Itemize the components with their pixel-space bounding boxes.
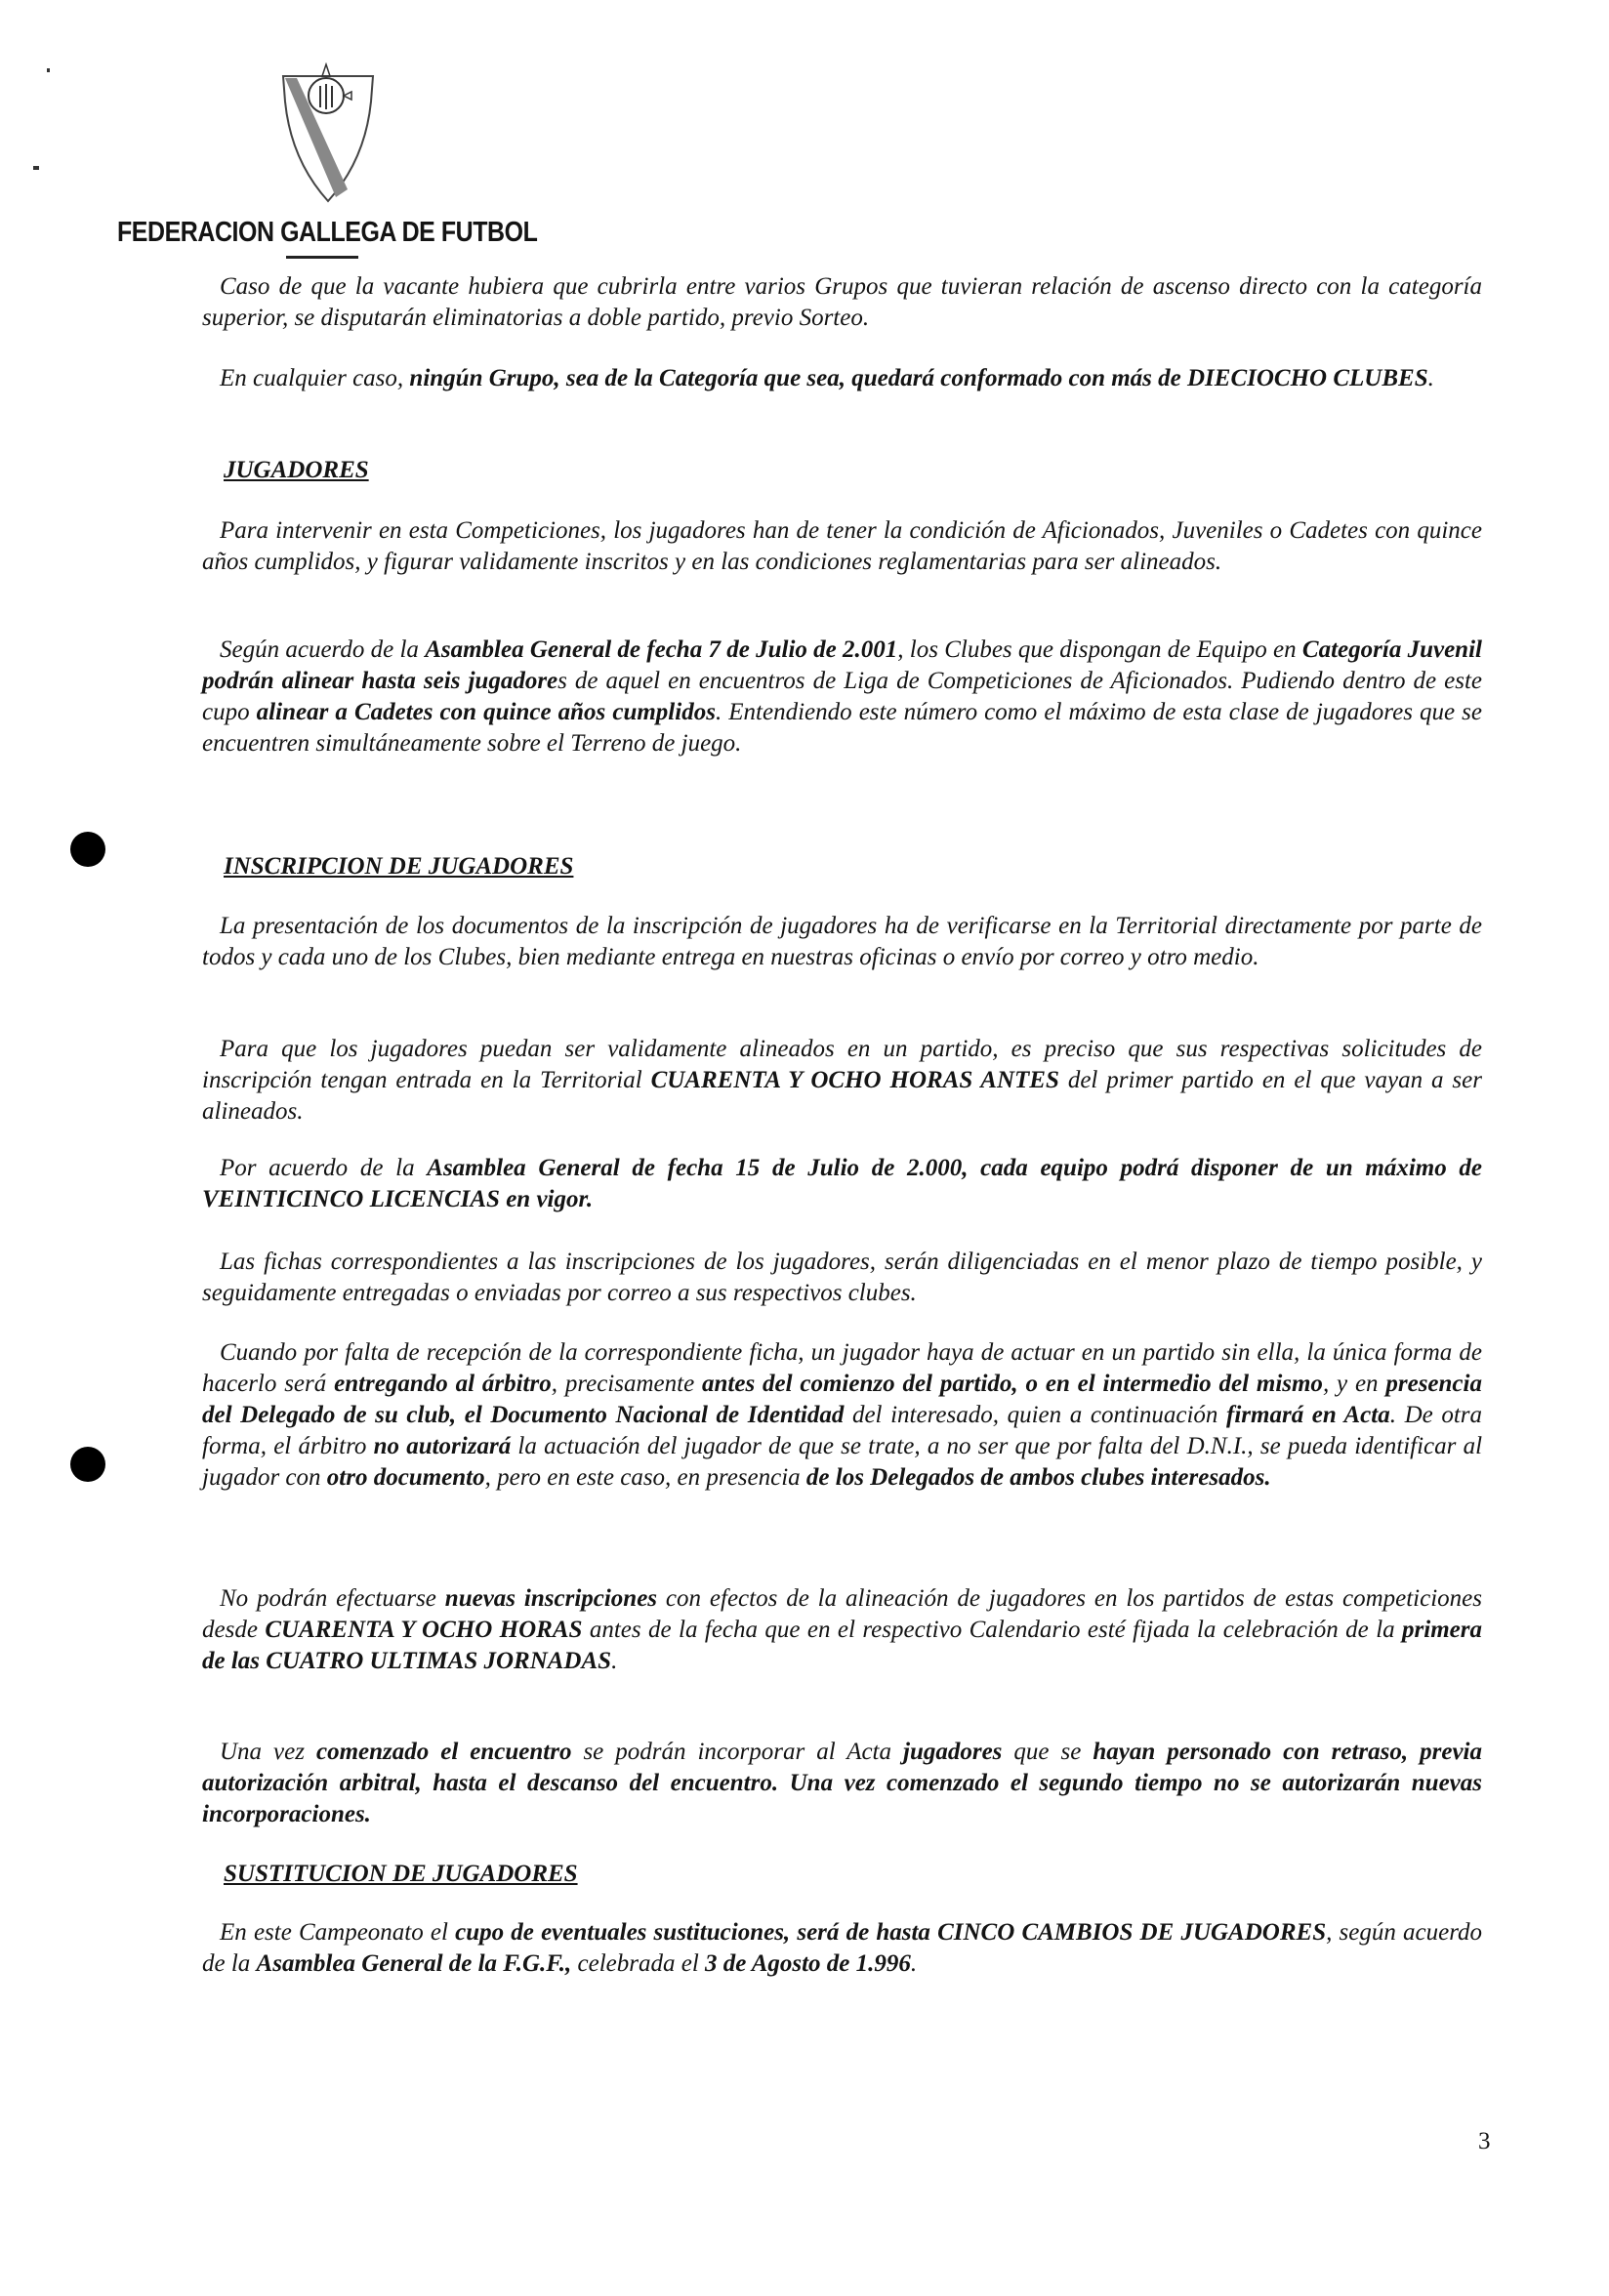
bold-text: CUARENTA Y OCHO HORAS	[265, 1617, 583, 1643]
text: se podrán incorporar al Acta	[571, 1739, 903, 1765]
text: Caso de que la vacante hubiera que cubrirla entre varios Grupos que tuvieran relación de ascenso directo con la categoría superior, se disputarán eliminatorias a doble partido, previo Sorteo.	[202, 273, 1482, 331]
text: , pero en este caso, en presencia	[484, 1464, 806, 1491]
paragraph	[202, 1737, 1482, 1830]
text: . De otra forma, el árbitro	[202, 1402, 1483, 1459]
page-number: 3	[1478, 2128, 1491, 2154]
text: Para que los jugadores puedan ser validamente alineados en un partido, es preciso que sus respectivas solicitudes de inscripción tengan entrada en la Territorial	[202, 1036, 1482, 1093]
scan-speck	[47, 68, 50, 72]
text: Por acuerdo de la	[220, 1155, 428, 1181]
paragraph	[202, 1583, 1482, 1677]
paragraph	[202, 1917, 1482, 1980]
bold-text: de los Delegados de ambos clubes interesados.	[805, 1464, 1271, 1491]
text: celebrada el	[571, 1950, 706, 1977]
punch-hole	[70, 1447, 105, 1482]
paragraph-block	[202, 911, 1482, 973]
bold-text: Asamblea General de fecha 15 de Julio de 2.000, cada equipo podrá disponer de un máximo de VEINTICINCO LICENCIAS en vigor.	[202, 1155, 1482, 1212]
header-underline	[286, 256, 358, 259]
paragraph	[202, 911, 1482, 973]
text: .	[1427, 365, 1434, 391]
bold-text: firmará en Acta	[1226, 1402, 1390, 1428]
text: la actuación del jugador de que se trate, a no ser que por falta del D.N.I., se pueda identificar al jugador con	[202, 1433, 1483, 1491]
text: antes de la fecha que en el respectivo Calendario esté fijada la celebración de la	[582, 1617, 1403, 1643]
bold-text: nuevas inscripciones	[444, 1585, 658, 1612]
text: .	[910, 1950, 918, 1977]
bold-text: presencia del Delegado de su club, el Documento Nacional de Identidad	[202, 1371, 1482, 1428]
text: En este Campeonato el	[220, 1919, 456, 1946]
text: , y en	[1322, 1371, 1386, 1397]
section-heading: JUGADORES	[224, 457, 369, 483]
section-heading: INSCRIPCION DE JUGADORES	[224, 853, 574, 880]
paragraph	[202, 363, 1482, 394]
paragraph-block	[202, 1337, 1482, 1494]
text: que se	[1002, 1739, 1093, 1765]
bold-text: entregando al árbitro	[334, 1371, 552, 1397]
bold-text: alinear a Cadetes con quince años cumplidos	[256, 699, 716, 725]
bold-text: comenzado el encuentro	[315, 1739, 572, 1765]
paragraph-block	[202, 1917, 1482, 1980]
bold-text: CUARENTA Y OCHO HORAS ANTES	[650, 1067, 1059, 1093]
text: Para intervenir en esta Competiciones, los jugadores han de tener la condición de Aficionados, Juveniles o Cadetes con quince años cumplidos, y figurar validamente inscritos y en las condiciones reglamentarias para ser alineados.	[202, 517, 1482, 575]
section-heading: SUSTITUCION DE JUGADORES	[224, 1861, 578, 1887]
text: La presentación de los documentos de la inscripción de jugadores ha de verificarse en la Territorial directamente por parte de todos y cada uno de los Clubes, bien mediante entrega en nuestras oficinas o envío por correo y otro medio.	[202, 913, 1482, 970]
paragraph	[202, 1247, 1482, 1309]
paragraph-block	[202, 271, 1482, 334]
bold-text: primera de las CUATRO ULTIMAS JORNADAS	[202, 1617, 1482, 1674]
text: , los Clubes que dispongan de Equipo en	[897, 636, 1302, 663]
text: del interesado, quien a continuación	[844, 1402, 1227, 1428]
paragraph-block	[202, 1034, 1482, 1128]
bold-text: no autorizará	[373, 1433, 512, 1459]
paragraph	[202, 515, 1482, 578]
text: Cuando por falta de recepción de la correspondiente ficha, un jugador haya de actuar en un partido sin ella, la única forma de hacerlo será	[202, 1339, 1482, 1397]
paragraph-block	[202, 1247, 1482, 1309]
text: , precisamente	[551, 1371, 703, 1397]
text: con efectos de la alineación de jugadores en los partidos de estas competiciones desde	[202, 1585, 1482, 1643]
paragraph	[202, 635, 1482, 759]
paragraph	[202, 1034, 1482, 1128]
paragraph	[202, 1337, 1482, 1494]
bold-text: jugadores	[903, 1739, 1003, 1765]
text: .	[611, 1648, 618, 1674]
text: En cualquier caso,	[220, 365, 410, 391]
bold-text: 3 de Agosto de 1.996	[705, 1950, 911, 1977]
text: . Entendiendo este número como el máximo de esta clase de jugadores que se encuentren simultáneamente sobre el Terreno de juego.	[202, 699, 1482, 757]
paragraph	[202, 1153, 1482, 1215]
bold-text: hayan personado con retraso, previa autorización arbitral, hasta el descanso del encuentro. Una vez comenzado el segundo tiempo no se autorizarán nuevas incorporaciones.	[202, 1739, 1482, 1827]
bold-text: Asamblea General de fecha 7 de Julio de 2.001	[425, 636, 898, 663]
paragraph-block	[202, 515, 1482, 578]
text: Las fichas correspondientes a las inscripciones de los jugadores, serán diligenciadas en el menor plazo de tiempo posible, y seguidamente entregadas o enviadas por correo a sus respectivos clubes.	[202, 1249, 1482, 1306]
scan-speck	[33, 166, 39, 170]
text: No podrán efectuarse	[220, 1585, 445, 1612]
paragraph-block	[202, 635, 1482, 759]
bold-text: otro documento	[326, 1464, 485, 1491]
paragraph-block	[202, 363, 1482, 394]
text: s de aquel en encuentros de Liga de Competiciones de Aficionados. Pudiendo dentro de este cupo	[202, 668, 1482, 725]
paragraph	[202, 271, 1482, 334]
bold-text: antes del comienzo del partido, o en el intermedio del mismo	[702, 1371, 1323, 1397]
bold-text: Categoría Juvenil podrán alinear hasta seis jugadore	[202, 636, 1482, 694]
bold-text: cupo de eventuales sustituciones, será de hasta CINCO CAMBIOS DE JUGADORES	[455, 1919, 1327, 1946]
text: , según acuerdo de la	[202, 1919, 1483, 1977]
text: del primer partido en el que vayan a ser alineados.	[202, 1067, 1482, 1125]
punch-hole	[70, 832, 105, 867]
text: Una vez	[220, 1739, 316, 1765]
organization-name: FEDERACION GALLEGA DE FUTBOL	[117, 217, 538, 248]
paragraph-block	[202, 1153, 1482, 1215]
bold-text: ningún Grupo, sea de la Categoría que sea, quedará conformado con más de DIECIOCHO CLUBES	[409, 365, 1428, 391]
paragraph-block	[202, 1583, 1482, 1677]
bold-text: Asamblea General de la F.G.F.,	[256, 1950, 572, 1977]
text: Según acuerdo de la	[220, 636, 426, 663]
federation-shield-logo	[279, 62, 377, 204]
paragraph-block	[202, 1737, 1482, 1830]
